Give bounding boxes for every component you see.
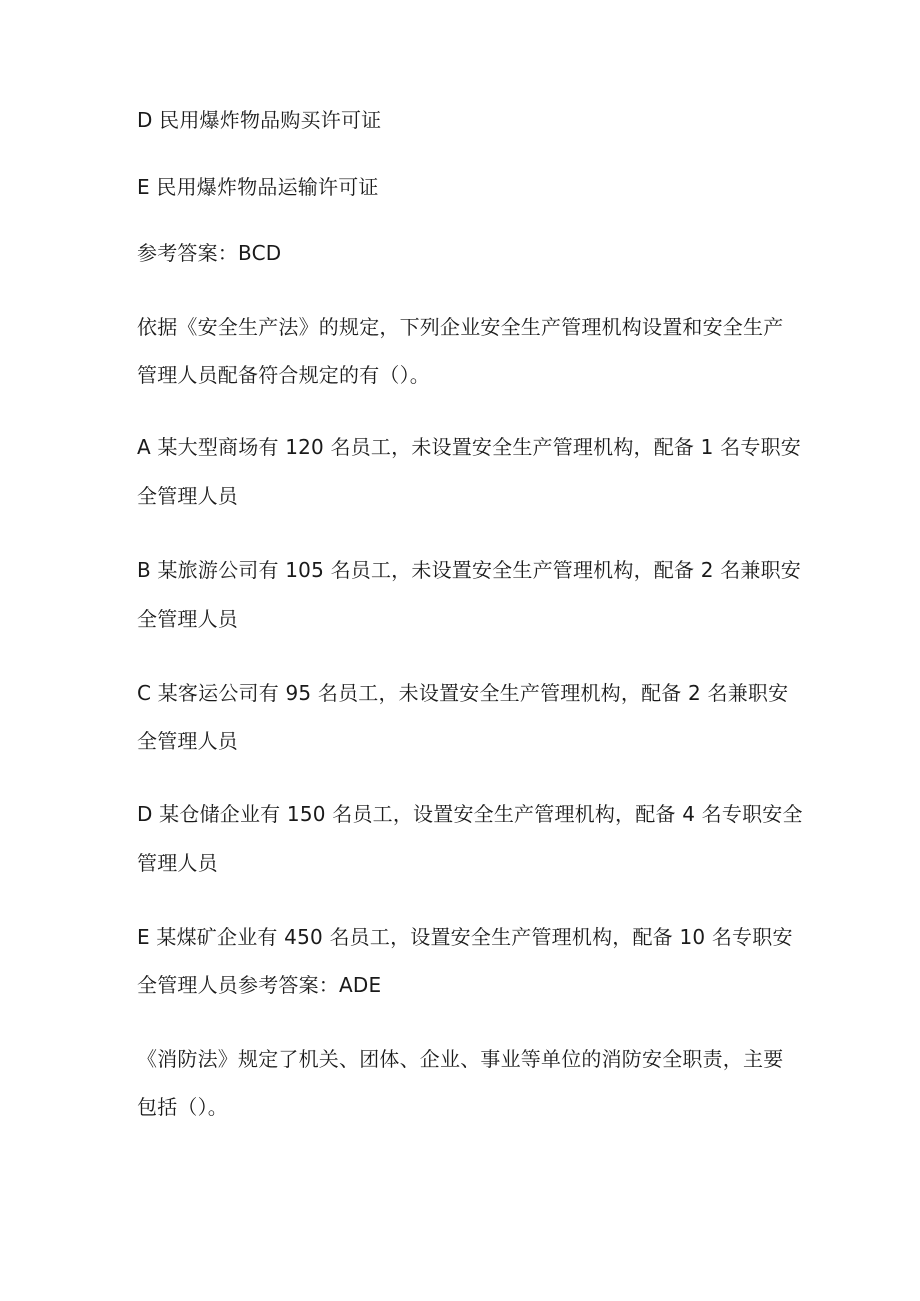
option-e-line: E 民用爆炸物品运输许可证 <box>137 175 379 199</box>
option-e-line: E 某煤矿企业有 450 名员工，设置安全生产管理机构，配备 10 名专职安 <box>137 925 793 949</box>
option-b-line: 全管理人员 <box>137 607 238 631</box>
option-a-line: 全管理人员 <box>137 484 238 508</box>
option-c-line: 全管理人员 <box>137 729 238 753</box>
answer-line: 全管理人员参考答案：ADE <box>137 973 382 997</box>
option-d-line: 管理人员 <box>137 851 218 875</box>
question-line: 依据《安全生产法》的规定，下列企业安全生产管理机构设置和安全生产 <box>137 315 784 339</box>
option-b-line: B 某旅游公司有 105 名员工，未设置安全生产管理机构，配备 2 名兼职安 <box>137 558 802 582</box>
option-c-line: C 某客运公司有 95 名员工，未设置安全生产管理机构，配备 2 名兼职安 <box>137 681 789 705</box>
option-d-line: D 民用爆炸物品购买许可证 <box>137 108 382 132</box>
answer-line: 参考答案：BCD <box>137 241 282 265</box>
question-line: 《消防法》规定了机关、团体、企业、事业等单位的消防安全职责，主要 <box>137 1047 784 1071</box>
question-line: 管理人员配备符合规定的有（）。 <box>137 363 430 387</box>
question-line: 包括（）。 <box>137 1095 228 1119</box>
option-a-line: A 某大型商场有 120 名员工，未设置安全生产管理机构，配备 1 名专职安 <box>137 435 801 459</box>
option-d-line: D 某仓储企业有 150 名员工，设置安全生产管理机构，配备 4 名专职安全 <box>137 802 803 826</box>
